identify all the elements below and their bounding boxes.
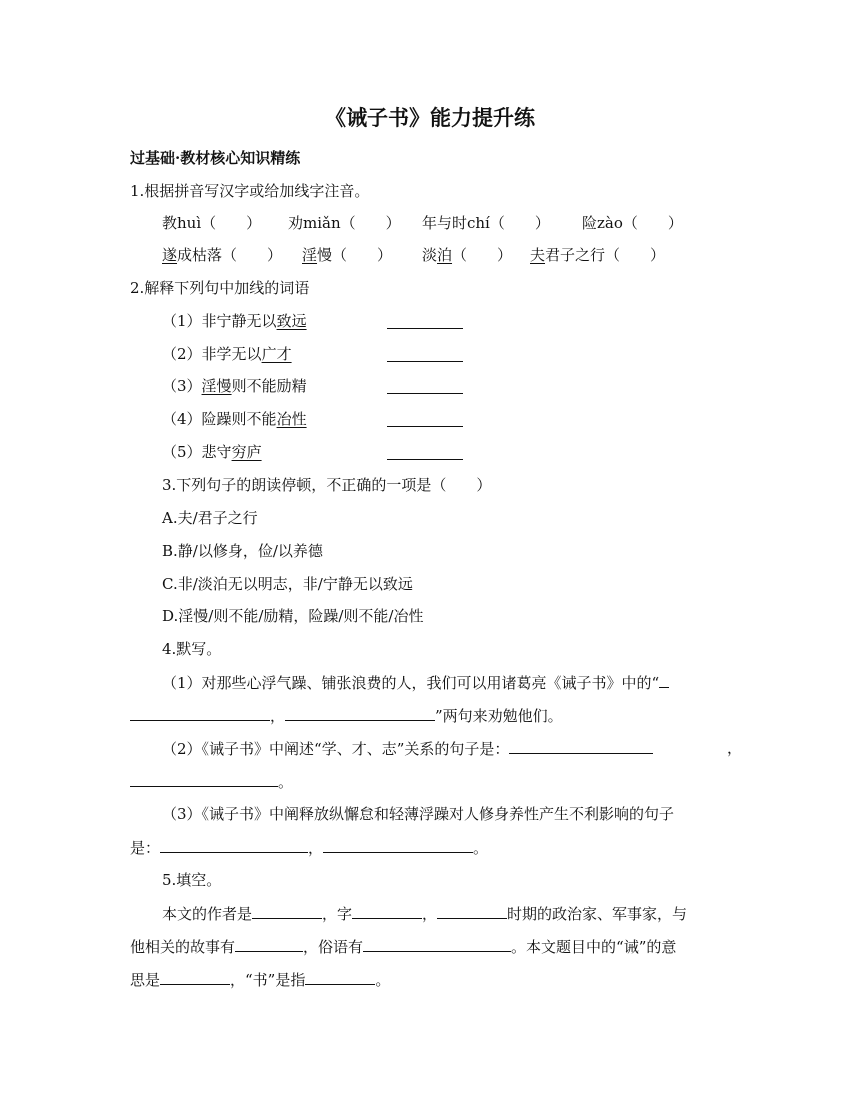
page-title: 《诫子书》能力提升练 [325,105,535,130]
underlined-char: 夫 [530,246,546,264]
q3-option-c[interactable]: C.非/淡泊无以明志，非/宁静无以致远 [162,575,413,593]
item-text: 非宁静无以 [201,312,277,330]
punctuation: ， [727,739,743,757]
answer-blank[interactable] [305,969,375,985]
q5-text: 本文的作者是 [162,905,253,923]
answer-blank[interactable] [437,903,507,919]
q5-text: ，俗语有 [303,938,364,956]
q5-line3 [130,969,740,990]
punctuation: ， [270,707,286,725]
item-number: （2） [162,345,202,363]
answer-blank[interactable] [130,705,270,721]
item-number: （3） [162,377,202,395]
q4-p1-line2 [130,705,740,726]
item-text: 险躁则不能 [201,410,277,428]
q4-p3-line1: （3）《诫子书》中阐释放纵懈怠和轻薄浮躁对人修身养性产生不利影响的句子 [162,805,675,823]
q4-text: （2）《诫子书》中阐述“学、才、志”关系的句子是： [162,740,510,758]
q4-p1-line1 [162,672,772,693]
q5-text: 。 [375,971,391,989]
q3-stem: 3.下列句子的朗读停顿，不正确的一项是（ ） [162,476,492,494]
q4-text: 是： [130,839,161,857]
q4-stem: 4.默写。 [162,640,222,658]
q1-stem: 1.根据拼音写汉字或给加线字注音。 [130,182,370,200]
answer-blank[interactable] [387,411,463,427]
q1-item: 劝miǎn（ ） [288,214,401,232]
q1-item: 险zào（ ） [582,214,683,232]
q2-item [162,344,772,364]
q5-stem: 5.填空。 [162,871,222,889]
q5-text: ， [422,905,438,923]
punctuation: ， [308,839,324,857]
q1-item: 年与时chí（ ） [422,214,550,232]
answer-blank[interactable] [363,936,511,952]
item-number: （5） [162,443,202,461]
q1-item [162,245,282,265]
section-heading: 过基础·教材核心知识精练 [130,149,301,167]
answer-blank[interactable] [352,903,422,919]
q2-stem: 2.解释下列句中加线的词语 [130,279,310,297]
underlined-word: 淫慢 [201,377,232,395]
answer-blank[interactable] [160,837,308,853]
q4-p2-line2 [130,771,740,792]
answer-blank[interactable] [387,378,463,394]
answer-blank[interactable] [509,738,653,754]
underlined-word: 广才 [261,345,292,363]
q1-item [302,245,392,265]
q5-text: 。本文题目中的“诫”的意 [511,938,677,956]
answer-blank[interactable] [387,346,463,362]
item-text: 悲守 [201,443,232,461]
item-number: （4） [162,410,202,428]
q5-text: ，“书”是指 [230,971,306,989]
item-text: 则不能励精 [231,377,307,395]
q1-item: 教huì（ ） [162,214,262,232]
underlined-char: 遂 [162,246,178,264]
q5-line2 [130,936,740,957]
q4-text: ”两句来劝勉他们。 [435,707,563,725]
q1-item [530,245,665,265]
q1-item-text: 淡 [422,246,438,264]
answer-blank[interactable] [387,444,463,460]
q5-text: 他相关的故事有 [130,938,236,956]
q1-item [422,245,512,265]
q2-item [162,311,772,331]
q1-item-text: 成枯落（ ） [177,246,283,264]
q4-p2-line1 [162,738,772,759]
q1-item-text: （ ） [452,246,513,264]
answer-blank[interactable] [387,313,463,329]
item-text: 非学无以 [201,345,262,363]
underlined-word: 冶性 [276,410,307,428]
answer-blank[interactable] [659,672,669,688]
q2-item [162,409,772,429]
q3-option-a[interactable]: A.夫/君子之行 [162,509,258,527]
q1-item-text: 慢（ ） [317,246,393,264]
q4-p3-line2 [130,837,740,858]
answer-blank[interactable] [130,771,278,787]
underlined-char: 泊 [437,246,453,264]
answer-blank[interactable] [323,837,473,853]
answer-blank[interactable] [235,936,303,952]
underlined-word: 穷庐 [231,443,262,461]
q4-text: （1）对那些心浮气躁、铺张浪费的人，我们可以用诸葛亮《诫子书》中的“ [162,674,660,692]
q2-item [162,442,772,462]
q5-text: 思是 [130,971,161,989]
underlined-char: 淫 [302,246,318,264]
answer-blank[interactable] [252,903,322,919]
q5-line1 [162,903,772,924]
answer-blank[interactable] [160,969,230,985]
q2-item [162,376,772,396]
answer-blank[interactable] [285,705,435,721]
q5-text: 时期的政治家、军事家，与 [507,905,688,923]
punctuation: 。 [278,773,294,791]
q3-option-b[interactable]: B.静/以修身，俭/以养德 [162,542,323,560]
q5-text: ，字 [322,905,353,923]
q1-item-text: 君子之行（ ） [545,246,666,264]
punctuation: 。 [473,839,489,857]
item-number: （1） [162,312,202,330]
q3-option-d[interactable]: D.淫慢/则不能/励精，险躁/则不能/冶性 [162,607,424,625]
underlined-word: 致远 [276,312,307,330]
